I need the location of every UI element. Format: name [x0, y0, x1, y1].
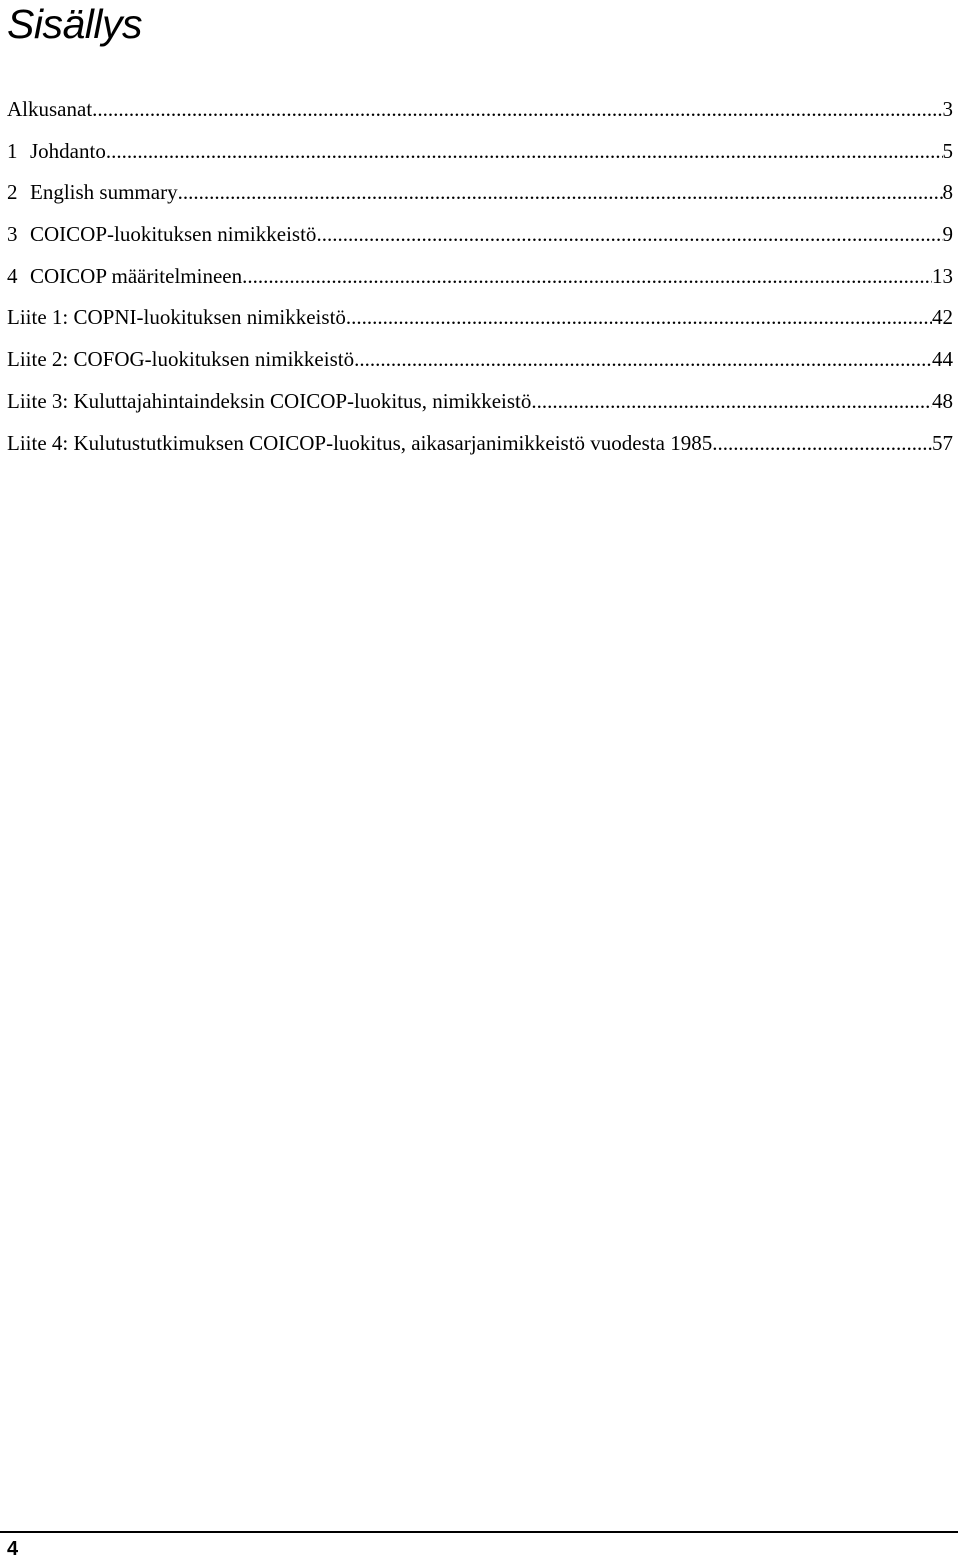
toc-entry-label: Liite 2: COFOG-luokituksen nimikkeistö: [7, 347, 355, 372]
toc-entry-liite-1[interactable]: [7, 302, 953, 344]
toc-entry-page: 42: [932, 305, 953, 330]
toc-entry-number: 3: [7, 222, 18, 247]
footer-page-number: 4: [7, 1538, 19, 1560]
toc-entry-liite-2[interactable]: [7, 344, 953, 386]
footer-divider: [0, 1531, 958, 1533]
toc-entry-label: COICOP-luokituksen nimikkeistö: [30, 222, 317, 247]
dot-leader: [178, 177, 943, 207]
toc-entry-label: Liite 1: COPNI-luokituksen nimikkeistö: [7, 305, 346, 330]
toc-entry-label: COICOP määritelmineen: [30, 263, 243, 288]
toc-entry-page: 5: [942, 138, 953, 163]
dot-leader: [106, 136, 943, 166]
toc-entry-label: Liite 4: Kulutustutkimuksen COICOP-luokitus, aikasarjanimikkeistö vuodesta 1985: [7, 430, 713, 455]
toc-entry-label: Johdanto: [30, 138, 106, 163]
toc-entry-label: English summary: [30, 180, 178, 205]
toc-entry-number: 2: [7, 180, 18, 205]
toc-entry-page: 13: [932, 263, 953, 288]
toc-entry-number: 4: [7, 263, 18, 288]
toc-entry-johdanto[interactable]: [7, 136, 953, 178]
toc-entry-page: 3: [942, 97, 953, 121]
dot-leader: [92, 94, 942, 124]
dot-leader: [346, 302, 932, 332]
dot-leader: [354, 344, 932, 374]
toc-entry-number: 1: [7, 138, 18, 163]
toc-entry-label: Alkusanat: [7, 97, 93, 121]
toc-entry-liite-4[interactable]: [7, 428, 953, 470]
toc-entry-page: 9: [942, 222, 953, 247]
toc-entry-english-summary[interactable]: [7, 177, 953, 219]
toc-entry-label: Liite 3: Kuluttajahintaindeksin COICOP-luokitus, nimikkeistö: [7, 388, 532, 413]
toc-entry-coicop-nimikkeisto[interactable]: [7, 219, 953, 261]
dot-leader: [316, 219, 942, 249]
toc-entry-page: 57: [932, 430, 953, 455]
toc-entry-page: 8: [942, 180, 953, 205]
toc-entry-page: 48: [932, 388, 953, 413]
dot-leader: [712, 428, 932, 458]
page-title: Sisällys: [7, 1, 142, 47]
table-of-contents: [7, 94, 953, 469]
dot-leader: [242, 261, 932, 291]
toc-entry-liite-3[interactable]: [7, 386, 953, 428]
toc-entry-alkusanat[interactable]: [7, 94, 953, 136]
toc-entry-coicop-maaritelmineen[interactable]: [7, 261, 953, 303]
toc-entry-page: 44: [932, 347, 953, 372]
dot-leader: [531, 386, 932, 416]
